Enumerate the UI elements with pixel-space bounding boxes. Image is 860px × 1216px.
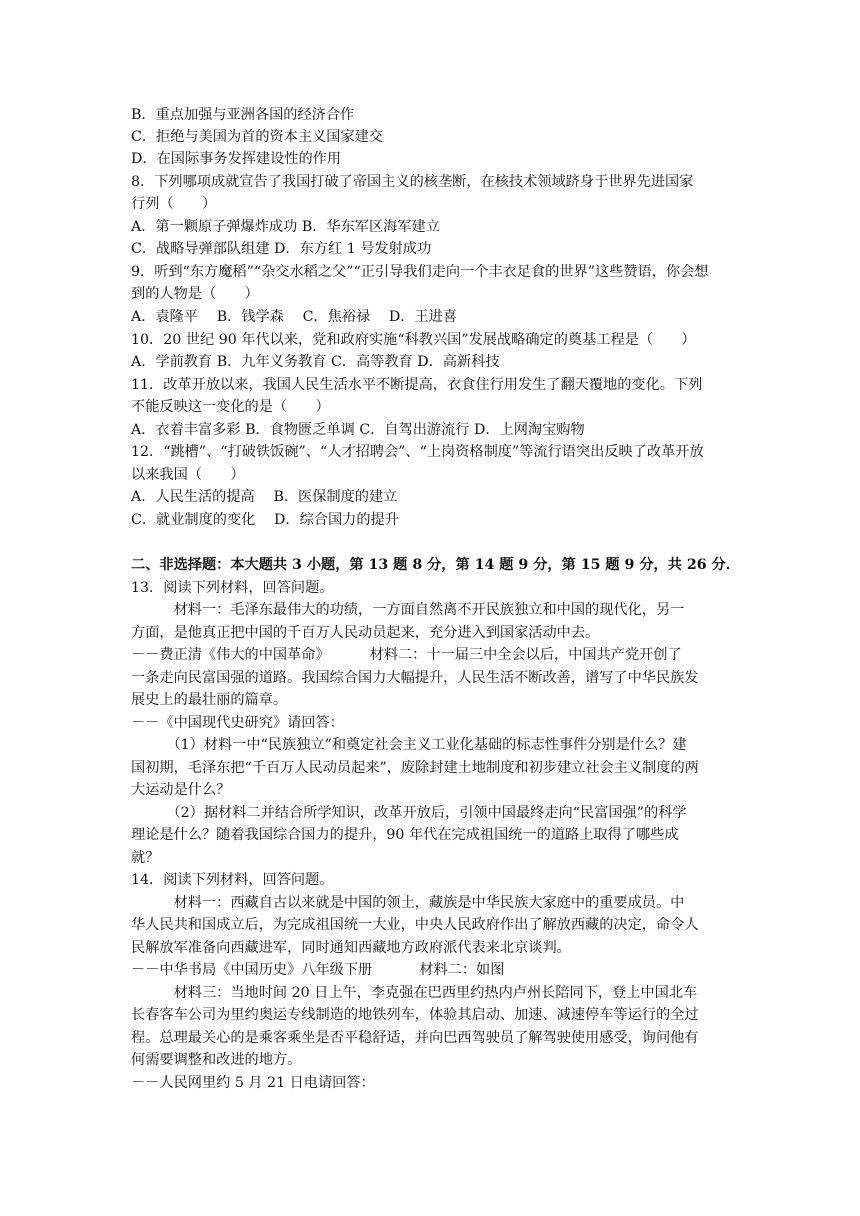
question-9-stem-cont: 到的人物是（ ）	[131, 286, 259, 302]
option-c-line: C．拒绝与美国为首的资本主义国家建交	[131, 129, 384, 145]
q14-material-3-text-end: 何需要调整和改进的地方。	[131, 1052, 302, 1068]
question-8-options-ab: A．第一颗原子弹爆炸成功 B．华东军区海军建立	[131, 219, 440, 235]
question-10-options: A．学前教育 B．九年义务教育 C．高等教育 D．高新科技	[131, 354, 500, 370]
question-12-stem-cont: 以来我国（ ）	[131, 467, 245, 483]
question-12-options-cd: C．就业制度的变化 D．综合国力的提升	[131, 512, 399, 528]
question-8-options-cd: C．战略导弹部队组建 D．东方红 1 号发射成功	[131, 241, 432, 257]
question-14-stem: 14．阅读下列材料，回答问题。	[131, 872, 334, 888]
question-13-part-1: （1）材料一中“民族独立”和奠定社会主义工业化基础的标志性事件分别是什么？建	[131, 737, 687, 753]
question-13-part-2-end: 就？	[131, 850, 160, 866]
material-2-text: 一条走向民富国强的道路。我国综合国力大幅提升，人民生活不断改善，谱写了中华民族发	[131, 670, 699, 686]
q14-material-3-text-cont2: 程。总理最关心的是乘客乘坐是否平稳舒适，并向巴西驾驶员了解驾驶使用感受，询问他有	[131, 1030, 699, 1046]
section-2-heading: 二、非选择题：本大题共 3 小题，第 13 题 8 分，第 14 题 9 分，第 15 题 9 分，共 26 分．	[131, 557, 740, 573]
question-10-stem: 10．20 世纪 90 年代以来，党和政府实施“科教兴国”发展战略确定的奠基工程是（ ）	[131, 332, 696, 348]
material-2-text-cont: 展史上的最壮丽的篇章。	[131, 692, 288, 708]
q14-material-3-source: －－人民网里约 5 月 21 日电请回答：	[131, 1075, 375, 1091]
question-9-options: A．袁隆平 B．钱学森 C．焦裕禄 D．王进喜	[131, 309, 457, 325]
question-8-stem: 8．下列哪项成就宣告了我国打破了帝国主义的核垄断，在核技术领域跻身于世界先进国家	[131, 174, 694, 190]
question-12-options-ab: A．人民生活的提高 B．医保制度的建立	[131, 489, 398, 505]
material-2-source: －－《中国现代史研究》请回答：	[131, 715, 344, 731]
option-b-line: B．重点加强与亚洲各国的经济合作	[131, 107, 355, 123]
q14-material-3-text: 材料三：当地时间 20 日上午，李克强在巴西里约热内卢州长陪同下，登上中国北车	[131, 985, 698, 1001]
question-9-stem: 9．听到“东方魔稻”“杂交水稻之父”“正引导我们走向一个丰衣足食的世界”这些赞语，你会想	[131, 264, 709, 280]
q14-material-1-text-end: 民解放军准备向西藏进军，同时通知西藏地方政府派代表来北京谈判。	[131, 940, 571, 956]
question-13-part-1-cont: 国初期，毛泽东把“千百万人民动员起来”，废除封建土地制度和初步建立社会主义制度的两	[131, 760, 699, 776]
question-13-part-2-cont: 理论是什么？随着我国综合国力的提升，90 年代在完成祖国统一的道路上取得了哪些成	[131, 827, 679, 843]
question-11-stem: 11．改革开放以来，我国人民生活水平不断提高，衣食住行用发生了翻天覆地的变化。下列	[131, 377, 703, 393]
q14-material-1-source: －－中华书局《中国历史》八年级下册 材料二：如图	[131, 962, 505, 978]
option-d-line: D．在国际事务发挥建设性的作用	[131, 151, 342, 167]
question-8-stem-cont: 行列（ ）	[131, 196, 217, 212]
material-1-source: －－费正清《伟大的中国革命》 材料二：十一届三中全会以后，中国共产党开创了	[131, 647, 682, 663]
question-13-stem: 13．阅读下列材料，回答问题。	[131, 580, 334, 596]
question-11-options: A．衣着丰富多彩 B．食物匮乏单调 C．自驾出游流行 D．上网淘宝购物	[131, 422, 585, 438]
q14-material-1-text: 材料一：西藏自古以来就是中国的领土，藏族是中华民族大家庭中的重要成员。中	[131, 895, 685, 911]
question-11-stem-cont: 不能反映这一变化的是（ ）	[131, 399, 330, 415]
question-13-part-1-end: 大运动是什么？	[131, 782, 231, 798]
material-1-text: 材料一：毛泽东最伟大的功绩，一方面自然离不开民族独立和中国的现代化，另一	[131, 602, 685, 618]
question-12-stem: 12．“跳槽”、“打破铁饭碗”、“人才招聘会”、“上岗资格制度”等流行语突出反映了改革开放	[131, 444, 704, 460]
question-13-part-2: （2）据材料二并结合所学知识，改革开放后，引领中国最终走向“民富国强”的科学	[131, 805, 687, 821]
q14-material-3-text-cont: 长春客车公司为里约奥运专线制造的地铁列车，体验其启动、加速、减速停车等运行的全过	[131, 1007, 699, 1023]
q14-material-1-text-cont: 华人民共和国成立后，为完成祖国统一大业，中央人民政府作出了解放西藏的决定，命令人	[131, 917, 699, 933]
material-1-text-cont: 方面，是他真正把中国的千百万人民动员起来，充分进入到国家活动中去。	[131, 625, 600, 641]
